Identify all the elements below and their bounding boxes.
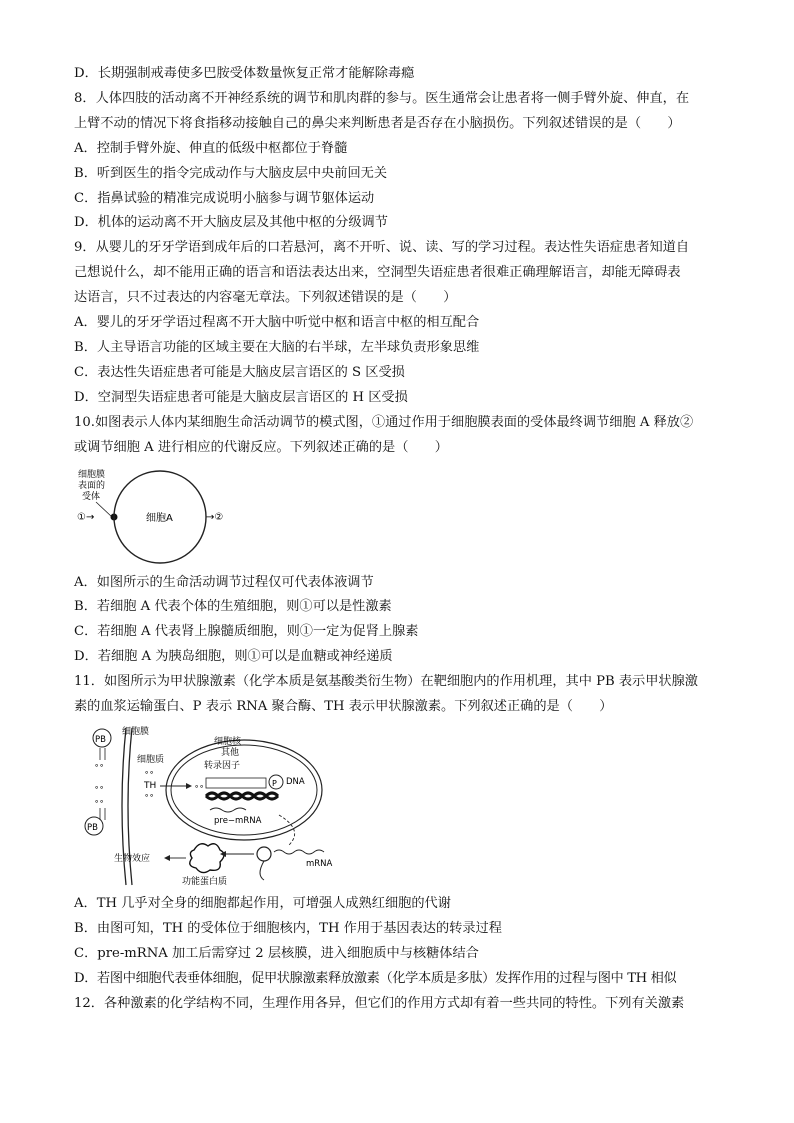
q9-stem-line-2: 己想说什么，却不能用正确的语言和语法表达出来，空洞型失语症患者很难正确理解语言，却能无障碍表 <box>74 265 681 281</box>
q8-stem-line-1: 8．人体四肢的活动离不开神经系统的调节和肌肉群的参与。医生通常会让患者将一侧手臂外旋、伸直，在 <box>74 90 690 106</box>
q10-receptor-label-3: 受体 <box>82 491 101 502</box>
q8-option-b: B．听到医生的指令完成动作与大脑皮层中央前回无关 <box>74 165 388 181</box>
q8-option-c: C．指鼻试验的精准完成说明小脑参与调节躯体运动 <box>74 190 375 206</box>
bio-effect-label: 生物效应 <box>114 853 151 864</box>
q11-stem-line-1: 11．如图所示为甲状腺激素（化学本质是氨基酸类衍生物）在靶细胞内的作用机理，其中 PB 表示甲状腺激 <box>74 674 698 690</box>
pb-top-label: PB <box>95 734 106 745</box>
q10-receptor-label-2: 表面的 <box>78 480 106 491</box>
q9-stem-line-1: 9．从婴儿的牙牙学语到成年后的口若悬河，离不开听、说、读、写的学习过程。表达性失语症患者知道自 <box>74 240 690 256</box>
nucleus-label: 细胞核 <box>214 736 242 747</box>
q10-receptor-pointer <box>96 502 112 517</box>
q9-option-a: A．婴儿的牙牙学语过程离不开大脑中听觉中枢和语言中枢的相互配合 <box>74 315 480 331</box>
dna-label: DNA <box>286 776 305 787</box>
protein-label: 功能蛋白质 <box>182 876 228 887</box>
ribosome-circle <box>257 847 271 861</box>
q9-option-b: B．人主导语言功能的区域主要在大脑的右半球，左半球负责形象思维 <box>74 339 480 355</box>
th-nucleus: ∘∘ <box>194 781 205 791</box>
q8-stem-line-2: 上臂不动的情况下将食指移动接触自己的鼻尖来判断患者是否存在小脑损伤。下列叙述错误的是（ ） <box>74 115 681 131</box>
q8-option-a: A．控制手臂外旋、伸直的低级中枢都位于脊髓 <box>74 140 348 156</box>
q11-figure <box>74 720 724 892</box>
q10-receptor-label-1: 细胞膜 <box>78 469 106 480</box>
q10-option-a: A．如图所示的生命活动调节过程仅可代表体液调节 <box>74 574 374 590</box>
th-label: TH <box>144 780 157 791</box>
th-outside-2: ∘∘ <box>94 782 105 792</box>
q11-option-d: D．若图中细胞代表垂体细胞，促甲状腺激素释放激素（化学本质是多肽）发挥作用的过程与图中 TH 相似 <box>74 970 677 986</box>
q8-option-d: D．机体的运动离不开大脑皮层及其他中枢的分级调节 <box>74 215 388 231</box>
q11-stem-line-2: 素的血浆运输蛋白、P 表示 RNA 聚合酶、TH 表示甲状腺激素。下列叙述正确的是（ ） <box>74 699 613 715</box>
q10-stem-line-2: 或调节细胞 A 进行相应的代谢反应。下列叙述正确的是（ ） <box>74 439 448 455</box>
pre-mrna-strand <box>210 808 246 812</box>
q11-option-b: B．由图可知，TH 的受体位于细胞核内，TH 作用于基因表达的转录过程 <box>74 920 502 936</box>
cytoplasm-label: 细胞质 <box>137 754 165 765</box>
tf-label: 转录因子 <box>204 760 241 771</box>
exam-page <box>74 62 724 1016</box>
q9-stem-line-3: 达语言，只不过表达的内容毫无章法。下列叙述错误的是（ ） <box>74 290 457 306</box>
q10-stem-line-1: 10.如图表示人体内某细胞生命活动调节的模式图，①通过作用于细胞膜表面的受体最终调节细胞 A 释放② <box>74 414 694 430</box>
receptor-box <box>206 778 266 788</box>
q10-input-label: ①→ <box>77 511 95 523</box>
q9-option-d: D．空洞型失语症患者可能是大脑皮层言语区的 H 区受损 <box>74 389 408 405</box>
membrane-label: 细胞膜 <box>122 726 150 737</box>
q11-option-c: C．pre-mRNA 加工后需穿过 2 层核膜，进入细胞质中与核糖体结合 <box>74 945 479 961</box>
other-label: 其他 <box>221 747 240 758</box>
q11-mechanism-diagram <box>74 720 364 890</box>
q9-option-c: C．表达性失语症患者可能是大脑皮层言语区的 S 区受损 <box>74 364 405 380</box>
functional-protein-shape <box>190 844 224 873</box>
th-inside-1: ∘∘ <box>144 767 155 777</box>
pre-mrna-label: pre−mRNA <box>214 815 262 826</box>
q11-option-a: A．TH 几乎对全身的细胞都起作用，可增强人成熟红细胞的代谢 <box>74 895 451 911</box>
q10-figure <box>74 461 724 571</box>
pb-bottom-label: PB <box>87 822 98 833</box>
mrna-label: mRNA <box>306 858 333 869</box>
q10-option-b: B．若细胞 A 代表个体的生殖细胞，则①可以是性激素 <box>74 599 392 615</box>
q10-cell-label: 细胞A <box>146 512 173 524</box>
q10-output-label: →② <box>206 511 224 523</box>
th-outside-1: ∘∘ <box>94 760 105 770</box>
q10-option-c: C．若细胞 A 代表肾上腺髓质细胞，则①一定为促肾上腺素 <box>74 624 419 640</box>
q7-option-d: D．长期强制戒毒使多巴胺受体数量恢复正常才能解除毒瘾 <box>74 66 415 81</box>
q10-cell-diagram <box>74 461 254 569</box>
q12-stem-line-1: 12．各种激素的化学结构不同，生理作用各异，但它们的作用方式却有着一些共同的特性。下列有关激素 <box>74 995 685 1011</box>
th-outside-3: ∘∘ <box>94 796 105 806</box>
q10-option-d: D．若细胞 A 为胰岛细胞，则①可以是血糖或神经递质 <box>74 649 393 665</box>
p-label: P <box>272 778 277 788</box>
th-inside-2: ∘∘ <box>144 790 155 800</box>
mrna-strand <box>274 850 324 854</box>
export-arrow <box>279 815 295 845</box>
